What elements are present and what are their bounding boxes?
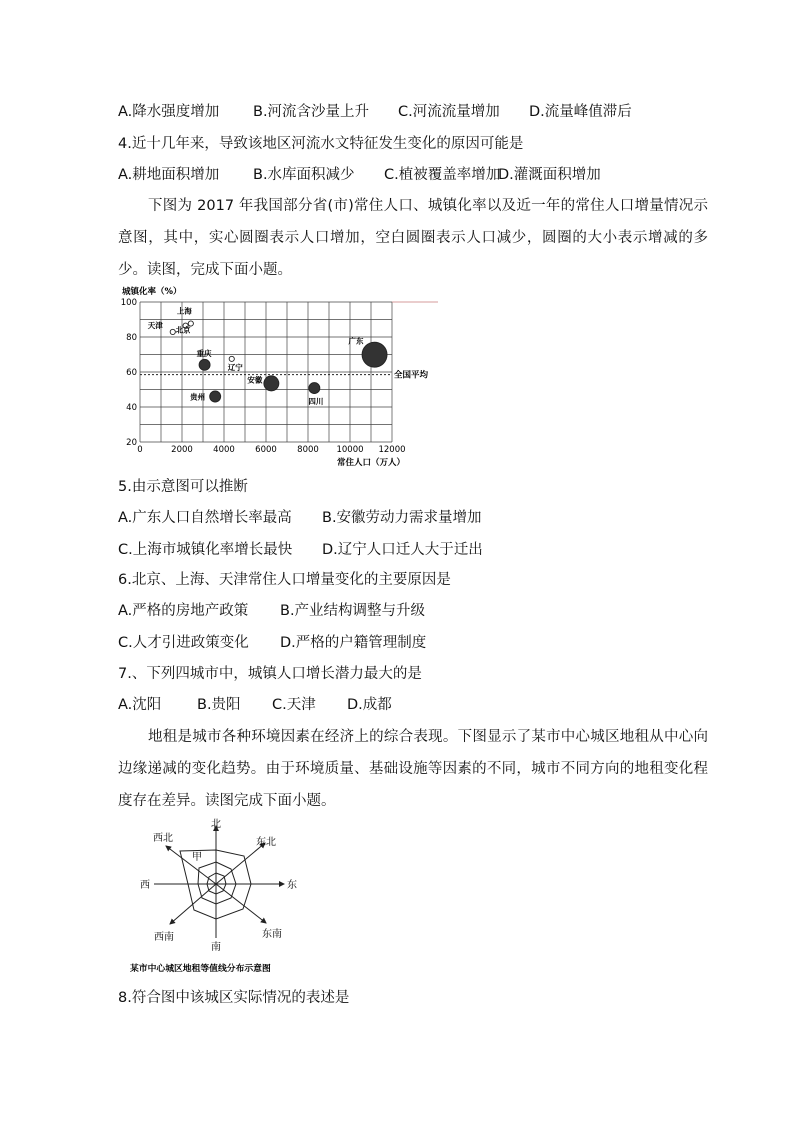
label-center-jia: 甲 — [192, 852, 202, 863]
q8-stem: 8.符合图中该城区实际情况的表述是 — [118, 990, 350, 1006]
point-label: 上海 — [176, 306, 192, 316]
point-label: 辽宁 — [227, 362, 243, 372]
y-tick-label: 60 — [126, 368, 137, 378]
label-west: 西 — [140, 880, 150, 891]
label-east: 东 — [287, 880, 297, 891]
point-label: 贵州 — [190, 392, 206, 402]
y-tick-label: 20 — [126, 438, 137, 448]
chart-y-axis-label: 城镇化率（%） — [122, 287, 182, 297]
x-tick-label: 2000 — [171, 445, 193, 455]
northeast-axis — [216, 843, 265, 884]
x-tick-label: 12000 — [378, 445, 406, 455]
point-label: 天津 — [147, 320, 163, 330]
point-label: 安徽 — [247, 375, 263, 385]
land-rent-diagram — [118, 816, 318, 978]
point-广东 — [362, 342, 387, 367]
y-tick-label: 100 — [120, 298, 137, 308]
point-重庆 — [199, 359, 210, 370]
q7-stem: 7.、下列四城市中，城镇人口增长潜力最大的是 — [118, 666, 422, 682]
q3-option-a: A.降水强度增加 — [118, 104, 220, 120]
intro-paragraph-population: 下图为 2017 年我国部分省(市)常住人口、城镇化率以及近一年的常住人口增量情况示意图，其中，实心圆圈表示人口增加，空白圆圈表示人口减少，圆圈的大小表示增减的多少。读图，完成下面小题。 — [118, 198, 708, 278]
point-label: 四川 — [308, 397, 324, 407]
label-northeast: 东北 — [256, 837, 276, 848]
population-urbanization-chart — [118, 282, 468, 470]
q7-option-c: C.天津 — [272, 697, 316, 713]
chart-x-axis-label: 常住人口（万人） — [337, 458, 406, 468]
q4-stem: 4.近十几年来，导致该地区河流水文特征发生变化的原因可能是 — [118, 136, 524, 152]
chart-tick-labels — [121, 298, 406, 455]
q5-option-b: B.安徽劳动力需求量增加 — [322, 510, 482, 526]
label-south: 南 — [211, 942, 221, 953]
intro-paragraph-land-rent: 地租是城市各种环境因素在经济上的综合表现。下图显示了某市中心城区地租从中心向边缘递减的变化趋势。由于环境质量、基础设施等因素的不同，城市不同方向的地租变化程度存在差异。读图完成下面小题。 — [118, 729, 708, 809]
point-辽宁 — [229, 356, 234, 361]
q6-option-a: A.严格的房地产政策 — [118, 603, 249, 619]
y-tick-label: 80 — [126, 333, 137, 343]
national-average-label: 全国平均 — [394, 370, 429, 381]
q6-stem: 6.北京、上海、天津常住人口增量变化的主要原因是 — [118, 572, 451, 588]
label-northwest: 西北 — [153, 833, 173, 844]
q7-option-d: D.成都 — [347, 697, 392, 713]
label-north: 北 — [211, 819, 221, 830]
q6-option-c: C.人才引进政策变化 — [118, 635, 249, 651]
q3-option-d: D.流量峰值滞后 — [529, 104, 632, 120]
chart-points — [148, 306, 387, 407]
y-tick-label: 40 — [126, 403, 137, 413]
x-tick-label: 8000 — [297, 445, 319, 455]
q4-option-d: D.灌溉面积增加 — [498, 167, 601, 183]
x-tick-label: 6000 — [255, 445, 277, 455]
label-southeast: 东南 — [262, 929, 282, 940]
q5-option-a: A.广东人口自然增长率最高 — [118, 510, 292, 526]
point-四川 — [309, 383, 320, 394]
x-tick-label: 10000 — [336, 445, 364, 455]
q4-option-a: A.耕地面积增加 — [118, 167, 220, 183]
q3-option-b: B.河流含沙量上升 — [253, 104, 370, 120]
point-label: 北京 — [175, 325, 191, 335]
q5-option-d: D.辽宁人口迁人大于迁出 — [322, 542, 483, 558]
q4-option-c: C.植被覆盖率增加 — [384, 167, 501, 183]
q3-option-c: C.河流流量增加 — [398, 104, 500, 120]
q6-option-b: B.产业结构调整与升级 — [280, 603, 426, 619]
chart-reference-line — [140, 370, 429, 381]
x-tick-label: 4000 — [213, 445, 235, 455]
q7-option-a: A.沈阳 — [118, 697, 162, 713]
q7-option-b: B.贵阳 — [197, 697, 241, 713]
point-安徽 — [264, 376, 279, 391]
point-label: 重庆 — [196, 348, 212, 358]
point-贵州 — [210, 391, 221, 402]
diagram-caption: 某市中心城区地租等值线分布示意图 — [130, 964, 271, 974]
q5-stem: 5.由示意图可以推断 — [118, 479, 248, 495]
q4-option-b: B.水库面积减少 — [253, 167, 355, 183]
x-tick-label: 0 — [137, 445, 143, 455]
q6-option-d: D.严格的户籍管理制度 — [280, 635, 427, 651]
point-label: 广东 — [348, 336, 364, 346]
label-southwest: 西南 — [154, 932, 174, 943]
q5-option-c: C.上海市城镇化率增长最快 — [118, 542, 293, 558]
